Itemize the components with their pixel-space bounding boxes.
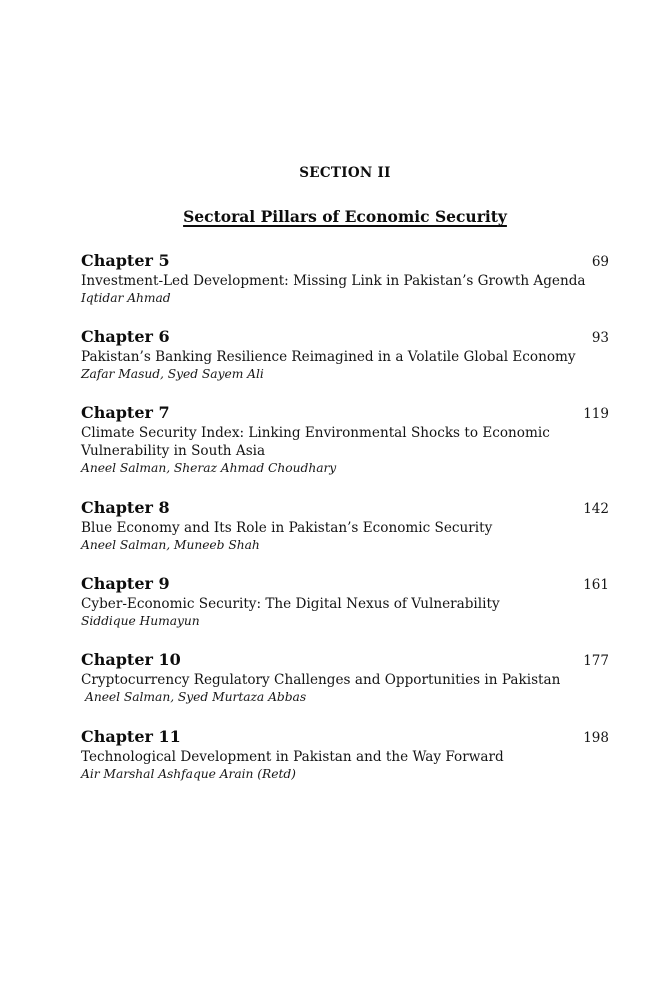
chapter-page-number: 93 [591, 330, 609, 347]
chapter-title: Climate Security Index: Linking Environmental Shocks to Economic Vulnerability in South Asia [81, 425, 550, 460]
chapter-title: Blue Economy and Its Role in Pakistan’s Economic Security [81, 519, 493, 536]
section-subtitle: Sectoral Pillars of Economic Security [183, 207, 507, 227]
chapter-authors: Iqtidar Ahmad [81, 290, 171, 305]
chapter-page-number: 69 [591, 253, 609, 270]
chapter-label: Chapter 9 [81, 574, 170, 594]
toc-entry[interactable] [81, 649, 609, 705]
chapter-title: Cryptocurrency Regulatory Challenges and Opportunities in Pakistan [81, 672, 561, 689]
chapter-authors: Aneel Salman, Muneeb Shah [81, 537, 260, 552]
chapter-label: Chapter 5 [81, 250, 170, 270]
chapter-label: Chapter 6 [81, 327, 170, 347]
chapter-page-number: 142 [583, 500, 609, 517]
toc-entry-header [81, 726, 609, 748]
toc-entry-header [81, 402, 609, 424]
chapter-authors: Aneel Salman, Syed Murtaza Abbas [85, 690, 307, 705]
chapter-authors: Aneel Salman, Sheraz Ahmad Choudhary [81, 461, 337, 476]
chapter-page-number: 161 [583, 577, 609, 594]
toc-entry[interactable] [81, 726, 609, 782]
page-content [81, 0, 609, 782]
toc-entry-header [81, 649, 609, 671]
toc-entry[interactable] [81, 250, 609, 306]
chapter-authors: Air Marshal Ashfaque Arain (Retd) [81, 766, 296, 781]
section-heading: SECTION II [299, 165, 391, 181]
chapter-page-number: 198 [583, 729, 609, 746]
toc-entry[interactable] [81, 497, 609, 553]
chapter-page-number: 119 [583, 406, 609, 423]
toc-entry-header [81, 250, 609, 272]
toc-entry-header [81, 326, 609, 348]
toc-entry[interactable] [81, 326, 609, 382]
chapter-label: Chapter 11 [81, 726, 181, 746]
chapter-label: Chapter 7 [81, 403, 170, 423]
chapter-title: Cyber-Economic Security: The Digital Nexus of Vulnerability [81, 595, 500, 612]
toc-entry[interactable] [81, 573, 609, 629]
toc-entry-header [81, 497, 609, 519]
table-of-contents-list [81, 227, 609, 782]
chapter-title: Investment-Led Development: Missing Link in Pakistan’s Growth Agenda [81, 272, 586, 289]
chapter-label: Chapter 8 [81, 497, 170, 517]
chapter-authors: Zafar Masud, Syed Sayem Ali [81, 367, 264, 382]
chapter-page-number: 177 [583, 653, 609, 670]
chapter-title: Pakistan’s Banking Resilience Reimagined in a Volatile Global Economy [81, 348, 576, 365]
toc-entry-header [81, 573, 609, 595]
chapter-label: Chapter 10 [81, 650, 181, 670]
chapter-authors: Siddique Humayun [81, 614, 200, 629]
chapter-title: Technological Development in Pakistan and the Way Forward [81, 748, 504, 765]
toc-entry[interactable] [81, 402, 609, 476]
